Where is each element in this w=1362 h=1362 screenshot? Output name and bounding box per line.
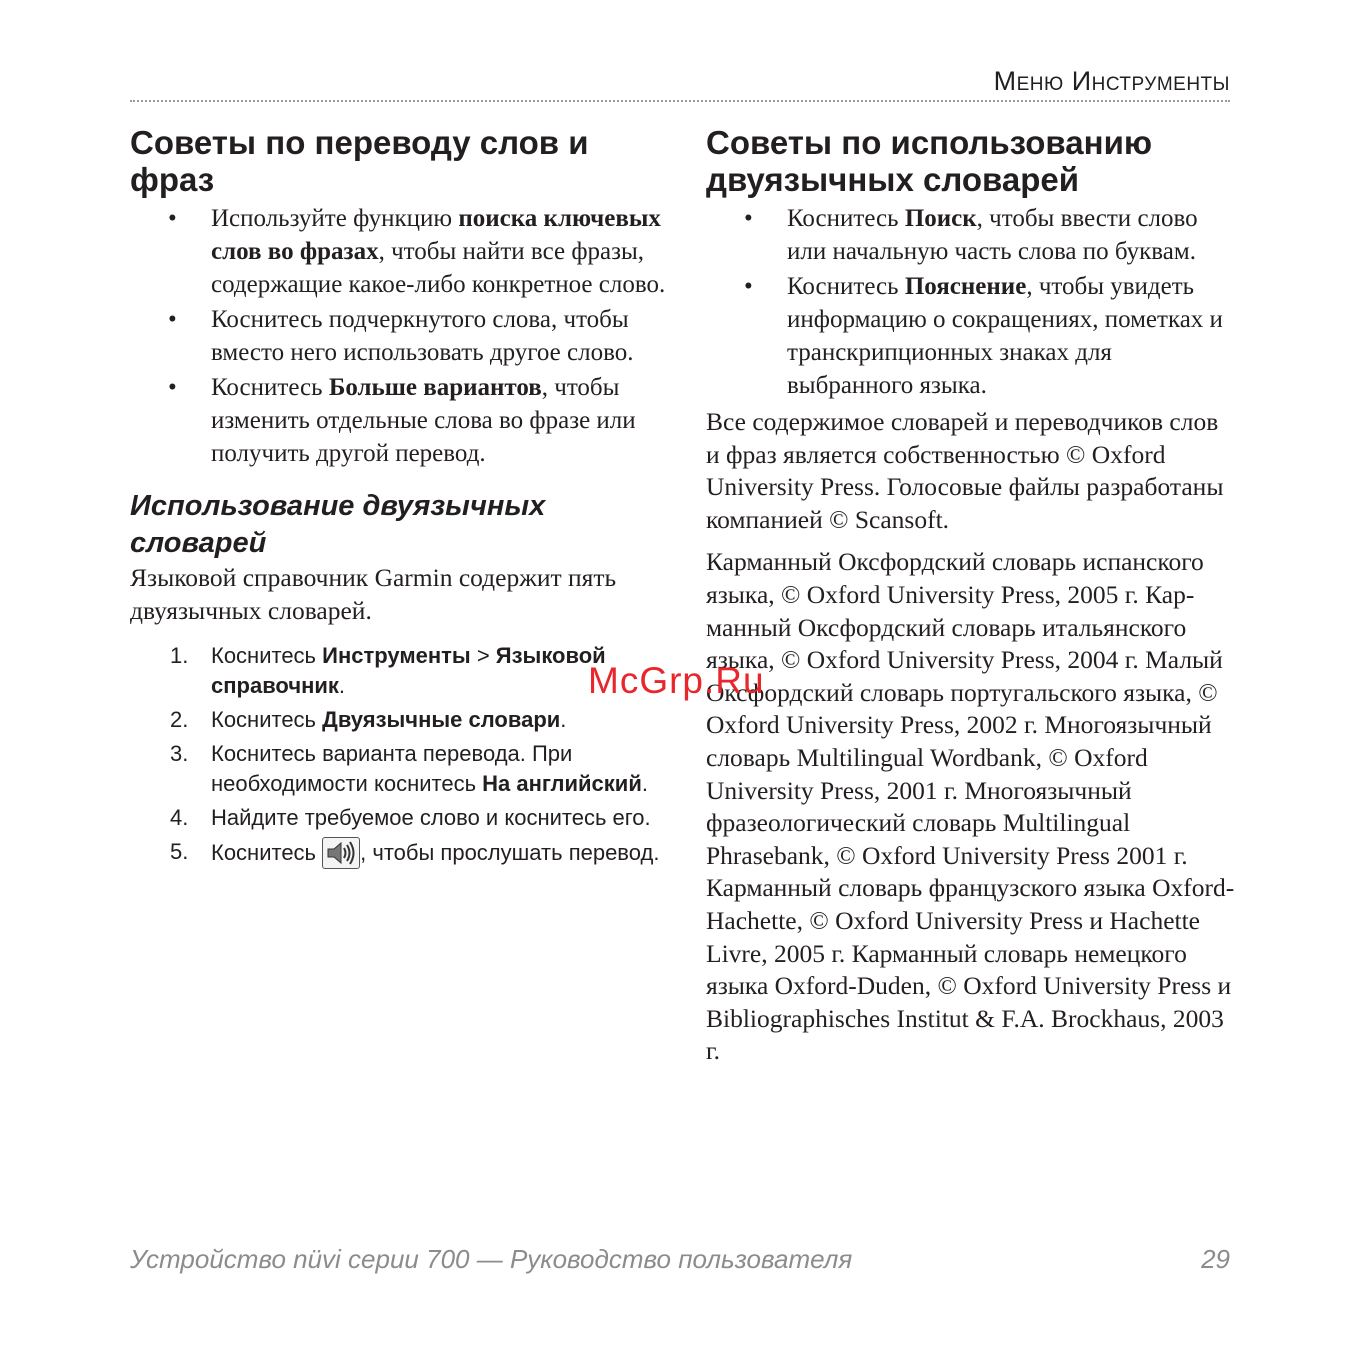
list-item: • Коснитесь Больше вариантов, чтобы изменить отдельные слова во фразе или получить другой перевод.	[130, 371, 670, 470]
step-item: 2. Коснитесь Двуязычные словари.	[170, 707, 567, 733]
step-item: 5. Коснитесь , чтобы прослушать перевод.	[130, 837, 670, 869]
dictionaries-paragraph: Карманный Оксфордский словарь испанского языка, © Oxford University Press, 2005 г. Кар-манный Оксфордский словарь итальянского языка, © Oxford University Press, 2004 г. Малый Оксфордский словарь португальского языка, © Oxford University Press, 2002 г. Многоязычный словарь Multilingual Wordbank, © Oxford University Press, 2001 г. Многоязычный фразеологический словарь Multilingual Phrasebank, © Oxford University Press 2001 г. Карманный словарь французского языка Oxford-Hachette, © Oxford University Press и Hachette Livre, 2005 г. Карманный словарь немецкого языка Oxford-Duden, © Oxford University Press и Bibliographisches Institut & F.A. Brockhaus, 2003 г.	[706, 547, 1235, 1066]
list-item: • Коснитесь Поиск, чтобы ввести слово или начальную часть слова по буквам.	[706, 202, 1236, 268]
step-item: 3. Коснитесь варианта перевода. При необходимости коснитесь На английский.	[170, 741, 648, 797]
right-tips-list	[706, 202, 1236, 402]
speaker-icon	[322, 837, 360, 869]
copyright-paragraph: Все содержимое словарей и переводчиков слов и фраз является собственностью © Oxford University Press. Голосовые файлы разработаны компанией © Scansoft.	[706, 407, 1224, 534]
bullet-icon: •	[168, 374, 177, 401]
intro-paragraph: Языковой справочник Garmin содержит пять двуязычных словарей.	[130, 563, 617, 625]
step-item: 4. Найдите требуемое слово и коснитесь его.	[170, 805, 651, 831]
bullet-icon: •	[744, 273, 753, 300]
right-heading: Советы по использованию двуязычных словарей	[706, 124, 1153, 198]
step-item: 1. Коснитесь Инструменты > Языковой справочник.	[170, 643, 606, 699]
list-item: • Используйте функцию поиска ключевых слов во фразах, чтобы найти все фразы, содержащие какое-либо конкретное слово.	[130, 202, 670, 301]
header-rule	[130, 100, 1230, 102]
bullet-icon: •	[744, 205, 753, 232]
right-column	[706, 124, 1236, 1078]
left-tips-list	[130, 202, 670, 470]
page-number: 29	[1201, 1244, 1230, 1274]
running-header: Меню Инструменты	[993, 66, 1230, 96]
bullet-icon: •	[168, 205, 177, 232]
list-item: • Коснитесь Пояснение, чтобы увидеть информацию о сокращениях, пометках и транскрипционных знаках для выбранного языка.	[706, 270, 1236, 402]
watermark: McGrp.Ru	[588, 660, 765, 701]
left-heading: Советы по переводу слов и фраз	[130, 124, 589, 198]
footer-title: Устройство nüvi серии 700 — Руководство пользователя	[130, 1244, 853, 1274]
list-item: • Коснитесь подчеркнутого слова, чтобы вместо него использовать другое слово.	[130, 303, 670, 369]
left-column	[130, 124, 670, 873]
left-subheading: Использование двуязычных словарей	[130, 490, 546, 559]
bullet-icon: •	[168, 306, 177, 333]
